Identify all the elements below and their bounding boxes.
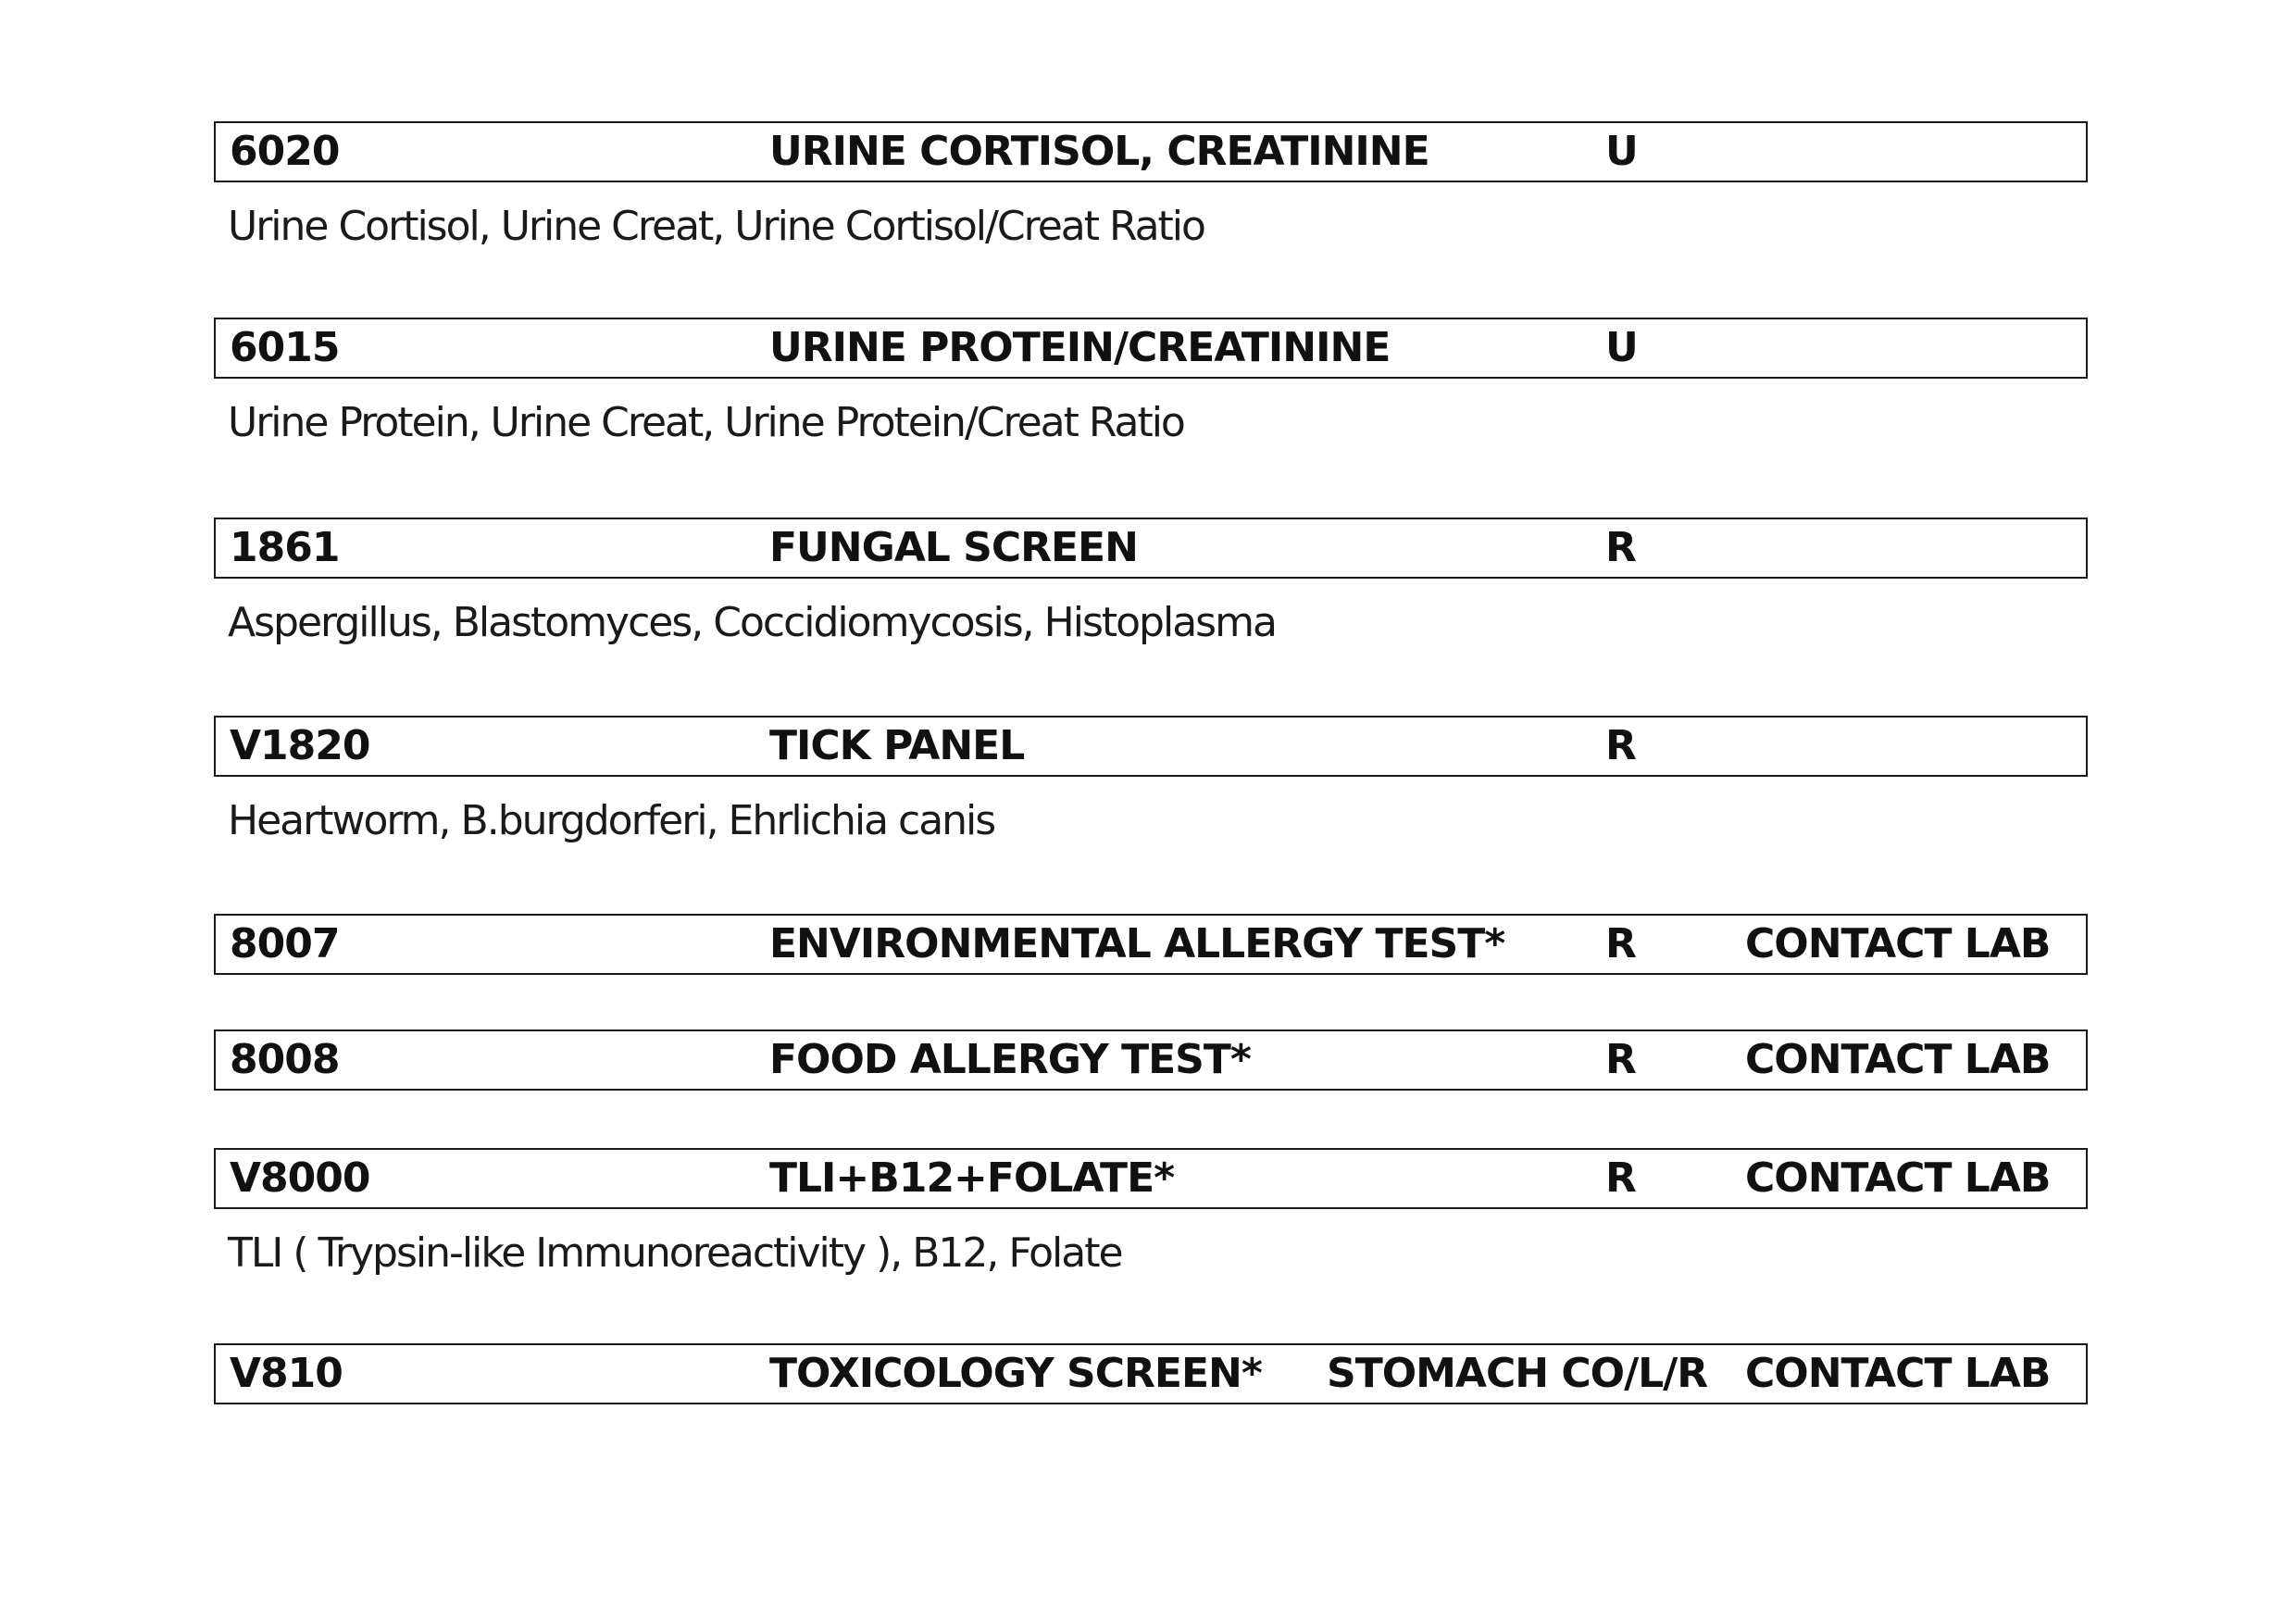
test-header-row [214, 121, 2088, 182]
test-code: 8007 [230, 920, 340, 967]
test-code: 6020 [230, 128, 340, 175]
test-components: TLI ( Trypsin-like Immunoreactivity ), B12, Folate [228, 1229, 1122, 1277]
contact-lab-note: CONTACT LAB [1745, 1036, 2051, 1083]
test-code: 8008 [230, 1036, 340, 1083]
sample-type: R [1605, 722, 1636, 769]
test-name: TOXICOLOGY SCREEN* [769, 1350, 1262, 1397]
test-header-row [214, 1148, 2088, 1209]
sample-type: R [1605, 524, 1636, 571]
test-components: Urine Cortisol, Urine Creat, Urine Cortisol/Creat Ratio [228, 203, 1204, 250]
sample-type: U [1605, 324, 1638, 371]
test-header-row [214, 318, 2088, 379]
test-code: V8000 [230, 1154, 370, 1202]
contact-lab-note: CONTACT LAB [1745, 920, 2051, 967]
test-code: 1861 [230, 524, 340, 571]
test-header-row [214, 518, 2088, 579]
test-name: URINE PROTEIN/CREATININE [769, 324, 1391, 371]
test-header-row [214, 1343, 2088, 1404]
test-name: URINE CORTISOL, CREATININE [769, 128, 1429, 175]
test-code: 6015 [230, 324, 340, 371]
test-name: FOOD ALLERGY TEST* [769, 1036, 1251, 1083]
test-name: TICK PANEL [769, 722, 1025, 769]
test-header-row [214, 1029, 2088, 1091]
contact-lab-note: CONTACT LAB [1745, 1154, 2051, 1202]
test-components: Urine Protein, Urine Creat, Urine Protein/Creat Ratio [228, 399, 1184, 446]
test-name: ENVIRONMENTAL ALLERGY TEST* [769, 920, 1505, 967]
sample-type: R [1605, 1154, 1636, 1202]
test-header-row [214, 914, 2088, 975]
sample-type: R [1605, 920, 1636, 967]
test-components: Aspergillus, Blastomyces, Coccidiomycosis, Histoplasma [228, 599, 1276, 646]
test-header-row [214, 716, 2088, 777]
sample-type: U [1605, 128, 1638, 175]
test-name: TLI+B12+FOLATE* [769, 1154, 1175, 1202]
sample-type: STOMACH CO/L/R [1327, 1350, 1708, 1397]
test-code: V1820 [230, 722, 370, 769]
test-code: V810 [230, 1350, 343, 1397]
test-components: Heartworm, B.burgdorferi, Ehrlichia canis [228, 797, 995, 844]
contact-lab-note: CONTACT LAB [1745, 1350, 2051, 1397]
test-name: FUNGAL SCREEN [769, 524, 1138, 571]
sample-type: R [1605, 1036, 1636, 1083]
